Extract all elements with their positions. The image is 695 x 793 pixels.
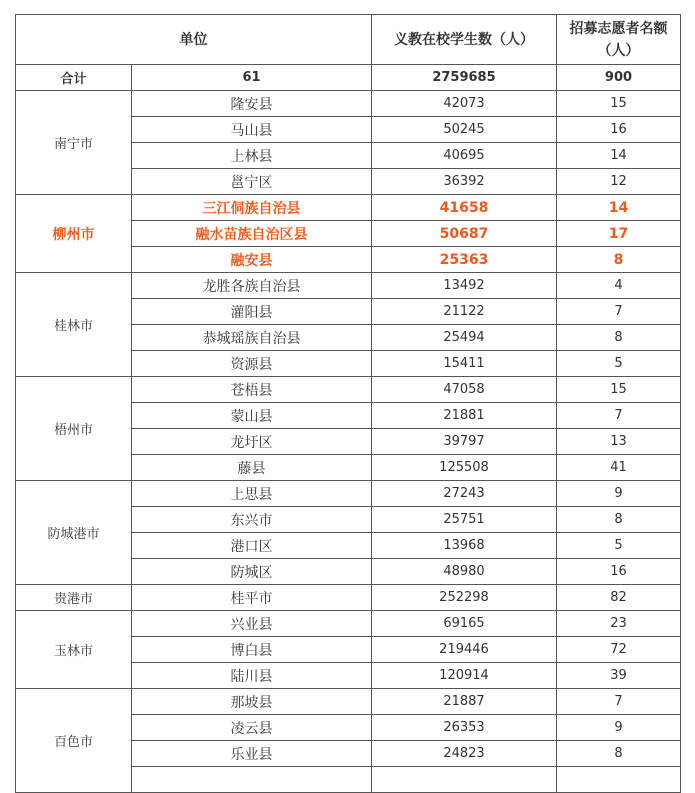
students-cell: 219446 (372, 637, 557, 663)
quota-cell: 14 (557, 195, 681, 221)
quota-cell: 15 (557, 377, 681, 403)
header-row (16, 15, 681, 65)
students-cell: 15411 (372, 351, 557, 377)
students-cell: 26353 (372, 715, 557, 741)
county-cell: 上林县 (132, 143, 372, 169)
city-cell: 玉林市 (16, 611, 132, 689)
city-cell: 柳州市 (16, 195, 132, 273)
quota-cell: 82 (557, 585, 681, 611)
county-cell: 兴业县 (132, 611, 372, 637)
county-cell: 灌阳县 (132, 299, 372, 325)
city-cell: 桂林市 (16, 273, 132, 377)
quota-cell: 9 (557, 481, 681, 507)
city-cell: 贵港市 (16, 585, 132, 611)
students-cell: 27243 (372, 481, 557, 507)
county-cell: 恭城瑶族自治县 (132, 325, 372, 351)
total-label: 合计 (16, 65, 132, 91)
students-cell: 13492 (372, 273, 557, 299)
students-cell: 13968 (372, 533, 557, 559)
county-cell: 凌云县 (132, 715, 372, 741)
county-cell: 邕宁区 (132, 169, 372, 195)
students-cell (372, 767, 557, 793)
quota-cell: 7 (557, 689, 681, 715)
county-cell: 藤县 (132, 455, 372, 481)
students-cell: 25363 (372, 247, 557, 273)
table-body (16, 15, 681, 793)
students-cell: 36392 (372, 169, 557, 195)
county-cell: 资源县 (132, 351, 372, 377)
quota-cell: 17 (557, 221, 681, 247)
table-row (16, 273, 681, 299)
county-cell: 陆川县 (132, 663, 372, 689)
county-cell: 苍梧县 (132, 377, 372, 403)
city-cell: 百色市 (16, 689, 132, 793)
header-unit: 单位 (16, 15, 372, 65)
quota-cell: 41 (557, 455, 681, 481)
total-row (16, 65, 681, 91)
students-cell: 120914 (372, 663, 557, 689)
students-cell: 21887 (372, 689, 557, 715)
county-cell: 东兴市 (132, 507, 372, 533)
students-cell: 24823 (372, 741, 557, 767)
county-cell: 隆安县 (132, 91, 372, 117)
students-cell: 21122 (372, 299, 557, 325)
students-cell: 48980 (372, 559, 557, 585)
county-cell (132, 767, 372, 793)
students-cell: 50687 (372, 221, 557, 247)
county-cell: 龙胜各族自治县 (132, 273, 372, 299)
students-cell: 50245 (372, 117, 557, 143)
table-row (16, 195, 681, 221)
county-cell: 马山县 (132, 117, 372, 143)
county-cell: 龙圩区 (132, 429, 372, 455)
students-cell: 25494 (372, 325, 557, 351)
county-cell: 融安县 (132, 247, 372, 273)
volunteer-quota-table (15, 14, 681, 793)
county-cell: 防城区 (132, 559, 372, 585)
city-cell: 防城港市 (16, 481, 132, 585)
total-count: 61 (132, 65, 372, 91)
quota-cell: 8 (557, 247, 681, 273)
quota-cell: 7 (557, 403, 681, 429)
table-row (16, 611, 681, 637)
table-row (16, 481, 681, 507)
students-cell: 25751 (372, 507, 557, 533)
quota-cell: 12 (557, 169, 681, 195)
quota-cell: 14 (557, 143, 681, 169)
quota-cell (557, 767, 681, 793)
students-cell: 41658 (372, 195, 557, 221)
county-cell: 桂平市 (132, 585, 372, 611)
county-cell: 港口区 (132, 533, 372, 559)
table-row (16, 689, 681, 715)
quota-cell: 39 (557, 663, 681, 689)
county-cell: 融水苗族自治区县 (132, 221, 372, 247)
students-cell: 47058 (372, 377, 557, 403)
total-students: 2759685 (372, 65, 557, 91)
county-cell: 蒙山县 (132, 403, 372, 429)
quota-cell: 16 (557, 559, 681, 585)
quota-cell: 23 (557, 611, 681, 637)
table-row (16, 377, 681, 403)
county-cell: 上思县 (132, 481, 372, 507)
students-cell: 252298 (372, 585, 557, 611)
quota-cell: 9 (557, 715, 681, 741)
city-cell: 南宁市 (16, 91, 132, 195)
quota-cell: 7 (557, 299, 681, 325)
students-cell: 125508 (372, 455, 557, 481)
quota-cell: 4 (557, 273, 681, 299)
quota-cell: 72 (557, 637, 681, 663)
quota-cell: 8 (557, 741, 681, 767)
quota-cell: 13 (557, 429, 681, 455)
county-cell: 博白县 (132, 637, 372, 663)
quota-cell: 5 (557, 533, 681, 559)
total-quota: 900 (557, 65, 681, 91)
quota-cell: 5 (557, 351, 681, 377)
students-cell: 21881 (372, 403, 557, 429)
county-cell: 乐业县 (132, 741, 372, 767)
quota-cell: 8 (557, 507, 681, 533)
table-row (16, 585, 681, 611)
header-students: 义教在校学生数（人） (372, 15, 557, 65)
students-cell: 42073 (372, 91, 557, 117)
table-row (16, 91, 681, 117)
county-cell: 三江侗族自治县 (132, 195, 372, 221)
students-cell: 69165 (372, 611, 557, 637)
quota-cell: 15 (557, 91, 681, 117)
students-cell: 39797 (372, 429, 557, 455)
quota-cell: 8 (557, 325, 681, 351)
city-cell: 梧州市 (16, 377, 132, 481)
county-cell: 那坡县 (132, 689, 372, 715)
students-cell: 40695 (372, 143, 557, 169)
header-quota: 招募志愿者名额（人） (557, 15, 681, 65)
quota-cell: 16 (557, 117, 681, 143)
